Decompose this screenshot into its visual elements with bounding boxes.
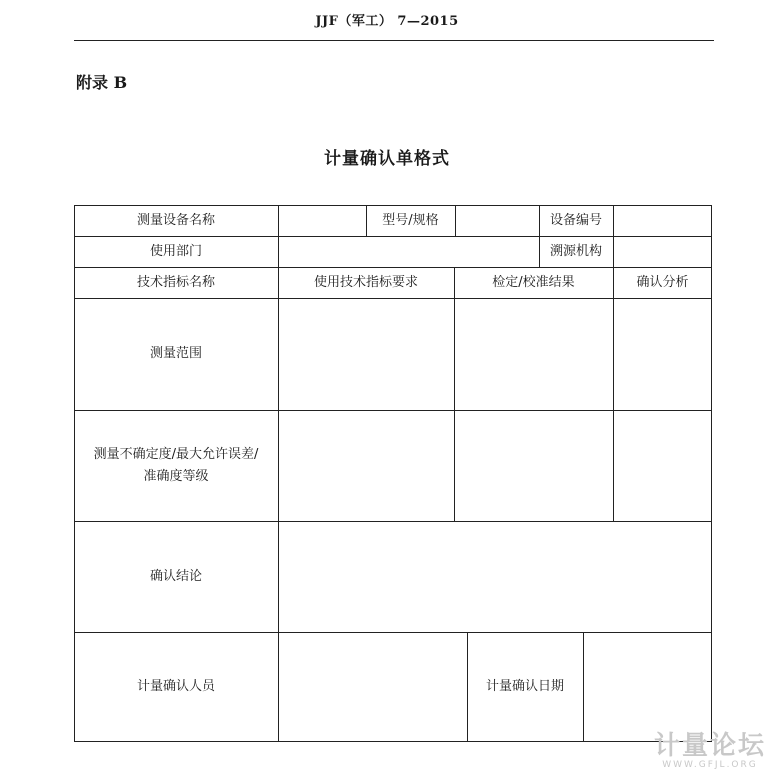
header-rule — [74, 40, 714, 41]
traceability-label: 溯源机构 — [549, 243, 602, 259]
device-number-label: 设备编号 — [549, 212, 602, 228]
uncertainty-requirement-field[interactable] — [279, 411, 453, 520]
model-spec-field[interactable] — [456, 206, 538, 235]
conclusion-label: 确认结论 — [149, 568, 202, 584]
range-analysis-field[interactable] — [614, 299, 711, 409]
device-name-field[interactable] — [279, 206, 365, 235]
personnel-field[interactable] — [279, 633, 466, 741]
watermark-url: WWW.GFJL.ORG — [662, 760, 758, 770]
uncertainty-label-line1: 测量不确定度/最大允许误差/ — [93, 446, 259, 462]
uncertainty-result-field[interactable] — [455, 411, 612, 520]
conclusion-field[interactable] — [279, 522, 711, 631]
traceability-field[interactable] — [614, 237, 711, 266]
personnel-label: 计量确认人员 — [136, 679, 215, 694]
date-field[interactable] — [584, 633, 711, 741]
form-title: 计量确认单格式 — [324, 149, 450, 169]
appendix-label: 附录 B — [76, 73, 128, 92]
device-number-field[interactable] — [614, 206, 711, 235]
department-label: 使用部门 — [149, 243, 202, 259]
range-result-field[interactable] — [455, 299, 612, 409]
range-requirement-field[interactable] — [279, 299, 453, 409]
range-label: 测量范围 — [149, 346, 202, 361]
uncertainty-label — [74, 410, 278, 521]
model-spec-label: 型号/规格 — [382, 212, 439, 228]
date-label: 计量确认日期 — [485, 679, 564, 694]
device-name-label: 测量设备名称 — [136, 212, 215, 228]
watermark-name: 计量论坛 — [653, 731, 766, 761]
analysis-header: 确认分析 — [636, 274, 689, 290]
uncertainty-analysis-field[interactable] — [614, 411, 711, 520]
requirement-header: 使用技术指标要求 — [313, 274, 418, 290]
document-header: JJF（军工） 7—2015 — [315, 14, 459, 29]
uncertainty-label-line2: 准确度等级 — [143, 468, 209, 484]
calibration-result-header: 检定/校准结果 — [492, 274, 575, 290]
indicator-name-header: 技术指标名称 — [136, 274, 215, 290]
department-field[interactable] — [279, 237, 538, 266]
watermark — [654, 732, 766, 770]
